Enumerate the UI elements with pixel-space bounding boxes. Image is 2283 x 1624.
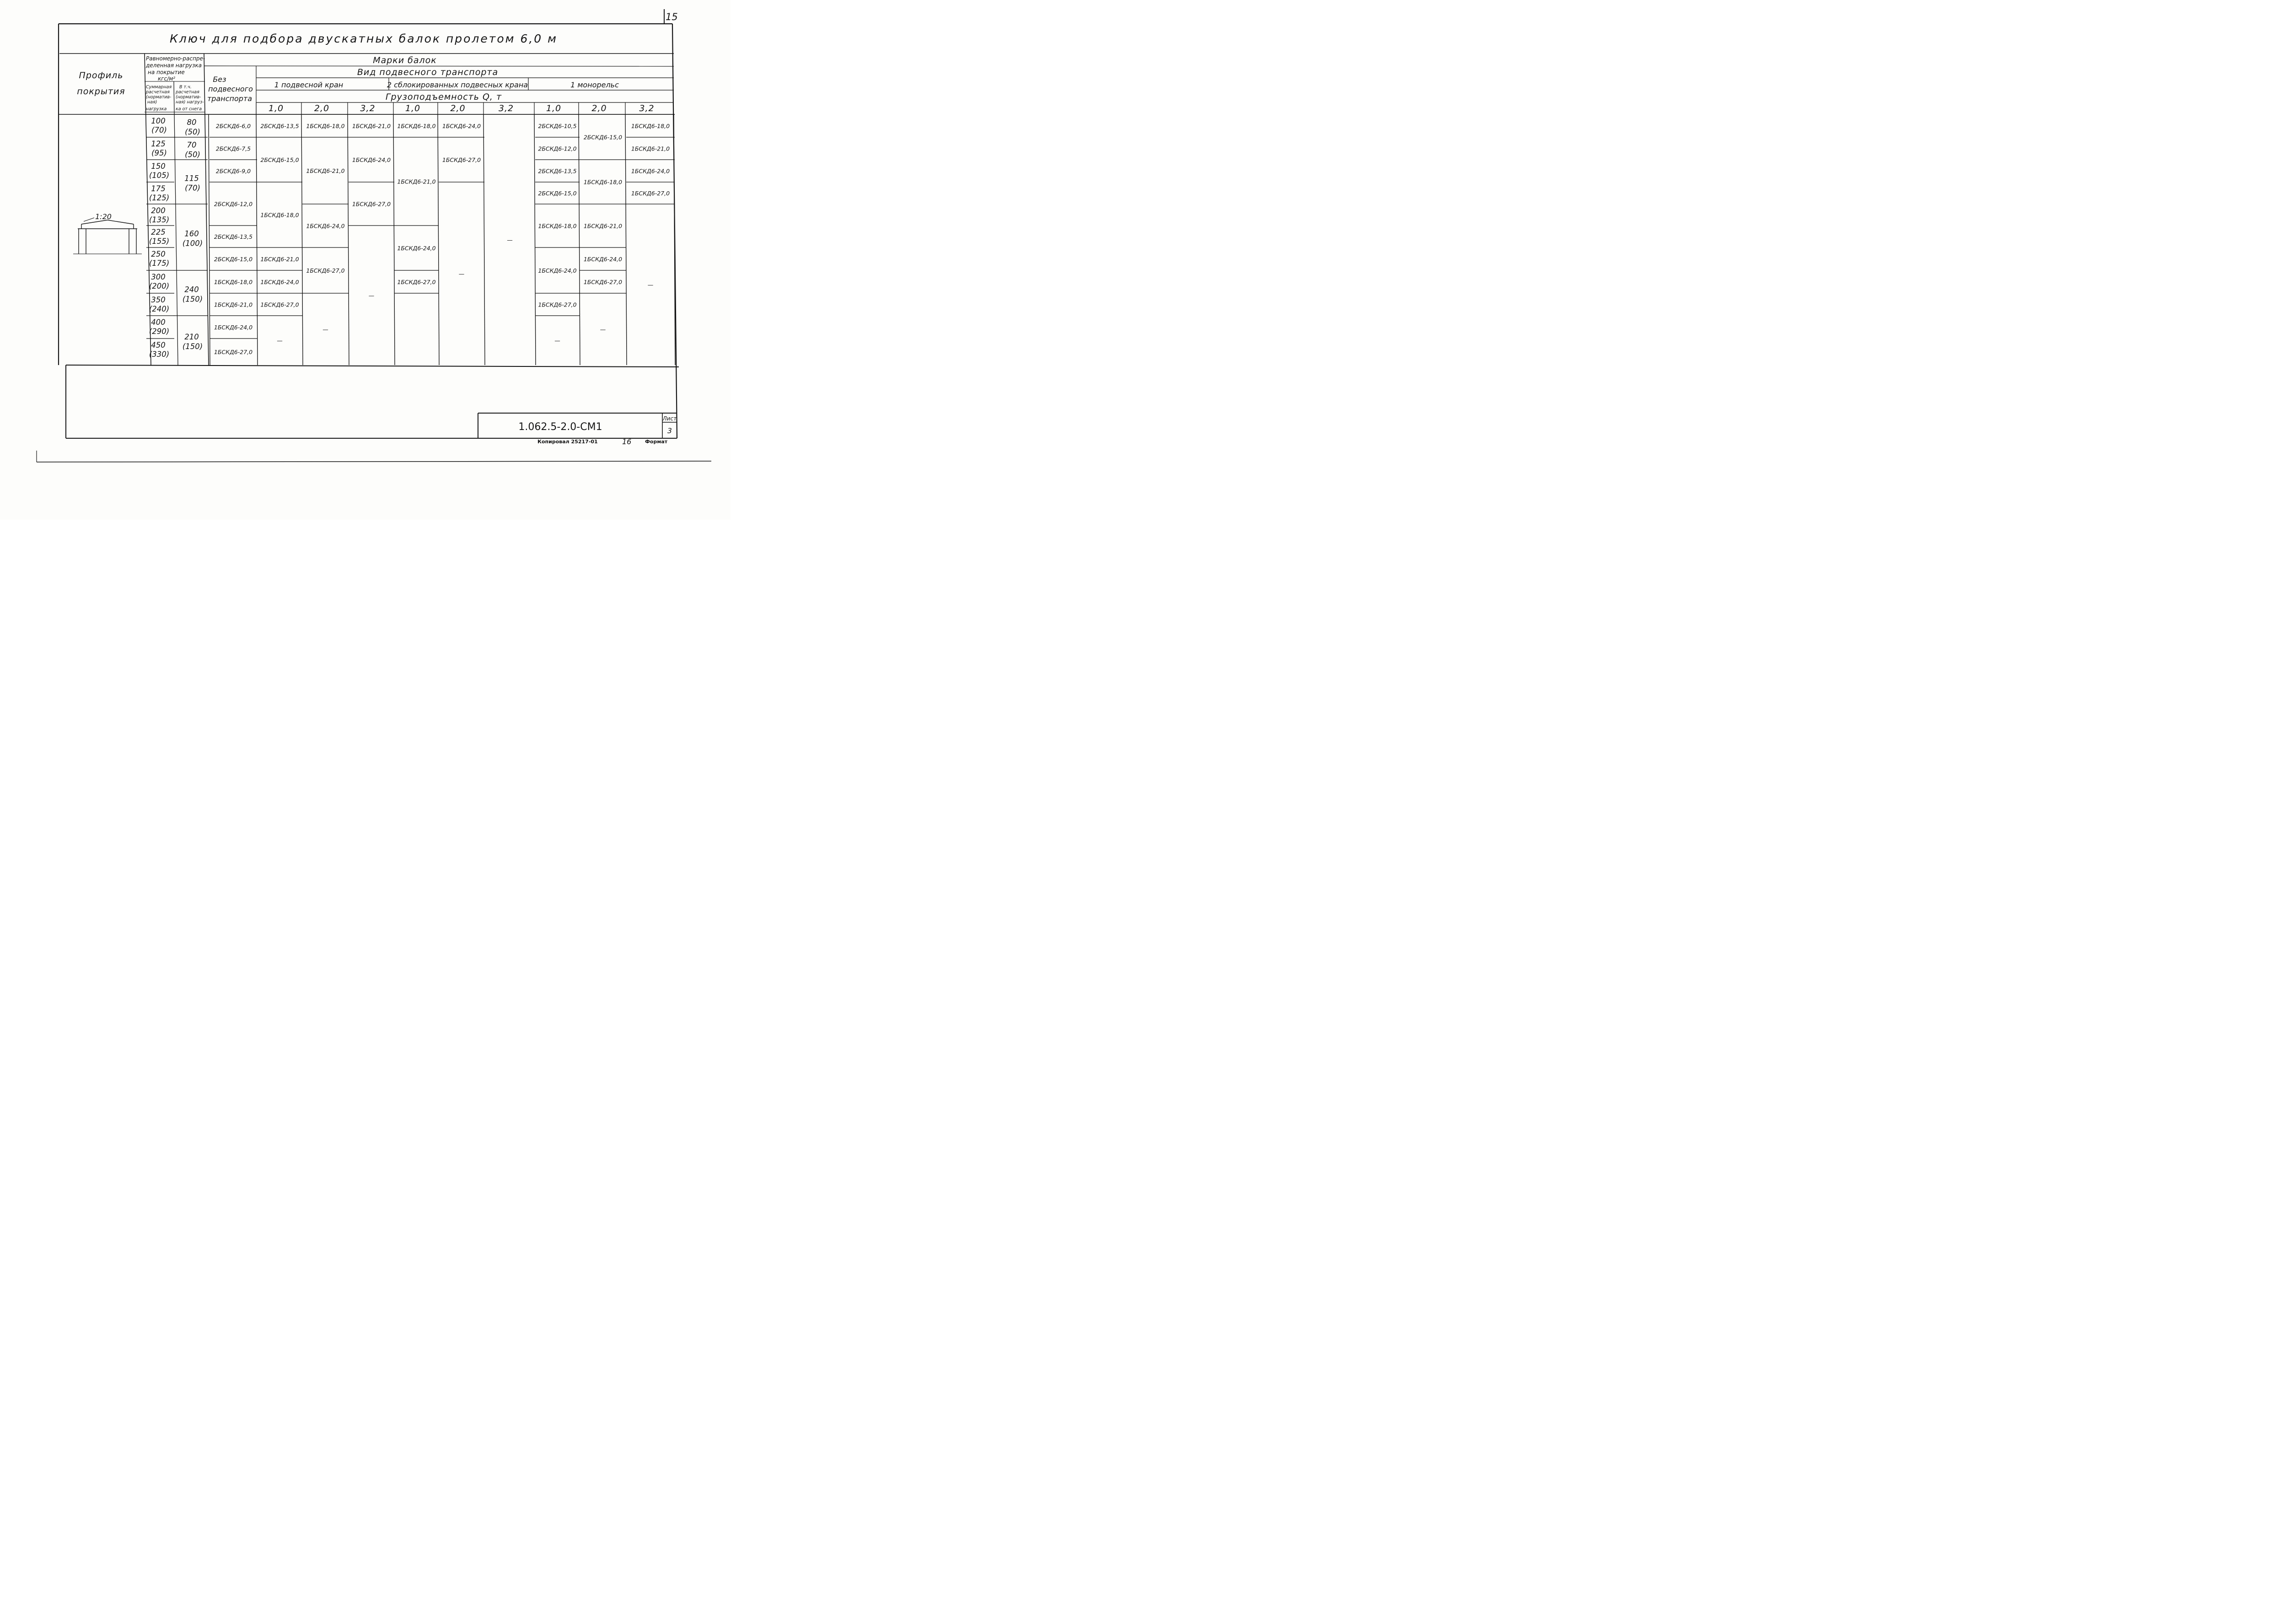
beam-mark-cell: 1БСКД6-24,0 — [631, 167, 670, 175]
total-load-normative: (135) — [149, 215, 170, 224]
beam-mark-cell: 1БСКД6-27,0 — [214, 349, 253, 355]
header-transport-type: Вид подвесного транспорта — [357, 67, 499, 77]
column-line — [534, 114, 536, 365]
header-profile-line2: покрытия — [77, 86, 125, 97]
snow-load-normative: (50) — [185, 128, 200, 136]
total-load-value: 125 — [151, 140, 166, 148]
snow-load-normative: (150) — [182, 342, 203, 351]
beam-mark-cell: 2БСКД6-6,0 — [215, 123, 251, 129]
header-no-transport-line3: транспорта — [207, 94, 252, 103]
column-line — [301, 114, 303, 365]
header-snow-line4: ная) нагруз- — [176, 100, 204, 105]
beam-mark-cell: 1БСКД6-27,0 — [260, 301, 299, 308]
total-load-value: 150 — [151, 162, 166, 171]
total-load-value: 225 — [151, 228, 166, 237]
snow-load-value: 240 — [184, 285, 199, 294]
header-profile-line1: Профиль — [79, 70, 124, 81]
beam-mark-cell: 1БСКД6-24,0 — [352, 156, 391, 163]
document-code: 1.062.5-2.0-СМ1 — [518, 421, 602, 433]
column-line — [256, 114, 258, 365]
total-load-value: 175 — [151, 184, 166, 193]
snow-load-normative: (70) — [185, 183, 200, 193]
beam-mark-cell: 1БСКД6-27,0 — [538, 301, 577, 308]
header-group-2-cranes: 2 сблокированных подвесных крана — [387, 81, 528, 89]
snow-load-normative: (50) — [185, 150, 200, 159]
capacity-header-cell: 2,0 — [450, 103, 466, 113]
total-load-normative: (105) — [149, 171, 170, 180]
header-total-line4: ная) — [147, 100, 157, 105]
beam-mark-cell: 1БСКД6-21,0 — [397, 178, 436, 185]
beam-mark-cell: 1БСКД6-27,0 — [583, 279, 623, 285]
capacity-header-cell: 3,2 — [498, 103, 514, 113]
total-load-normative: (175) — [149, 259, 170, 268]
beam-mark-cell: 2БСКД6-15,0 — [260, 156, 299, 163]
column-line — [438, 114, 439, 365]
beam-mark-cell: 2БСКД6-13,5 — [538, 167, 577, 175]
beam-mark-cell: 1БСКД6-18,0 — [306, 123, 345, 129]
drawing-sheet — [0, 0, 731, 520]
capacity-header-cell: 1,0 — [268, 103, 284, 113]
table-cells — [149, 103, 670, 359]
snow-load-value: 210 — [184, 333, 199, 341]
capacity-header-cell: 1,0 — [405, 103, 421, 113]
footer-format: Формат — [645, 439, 668, 445]
beam-mark-cell: 1БСКД6-24,0 — [538, 267, 577, 274]
beam-mark-cell: 1БСКД6-24,0 — [442, 123, 481, 129]
beam-mark-cell: 1БСКД6-27,0 — [442, 156, 481, 163]
snow-load-normative: (150) — [182, 295, 203, 304]
beam-mark-cell: 1БСКД6-21,0 — [214, 301, 253, 308]
snow-load-value: 80 — [187, 118, 197, 127]
beam-mark-cell: 1БСКД6-18,0 — [631, 123, 670, 129]
beam-mark-cell: 1БСКД6-18,0 — [583, 178, 623, 186]
beam-mark-cell: 1БСКД6-21,0 — [583, 222, 623, 230]
beam-mark-cell: 1БСКД6-24,0 — [214, 324, 253, 331]
beam-mark-cell: 2БСКД6-12,0 — [538, 145, 577, 152]
beam-selection-table — [0, 0, 731, 520]
column-line — [579, 114, 580, 365]
header-no-transport-line1: Без — [213, 75, 226, 84]
beam-mark-cell: 1БСКД6-21,0 — [631, 145, 670, 152]
beam-mark-cell: 1БСКД6-24,0 — [260, 279, 299, 285]
beam-mark-cell: 1БСКД6-18,0 — [214, 279, 253, 285]
beam-mark-cell: — — [277, 337, 283, 344]
beam-mark-cell: 2БСКД6-13,5 — [214, 233, 253, 240]
header-group-1-crane: 1 подвесной кран — [274, 81, 344, 89]
beam-mark-cell: 1БСКД6-18,0 — [538, 222, 577, 230]
header-load — [145, 55, 205, 82]
header-total-line1: Суммарная — [146, 85, 172, 90]
total-load-value: 200 — [151, 206, 166, 215]
header-group-monorail: 1 монорельс — [570, 81, 619, 89]
header-load-line3: на покрытие — [148, 69, 185, 75]
header-no-transport-line2: подвесного — [208, 85, 253, 93]
header-total-line2: расчетная — [146, 90, 170, 95]
beam-mark-cell: 2БСКД6-7,5 — [215, 145, 251, 152]
beam-mark-cell: — — [368, 292, 375, 299]
sheet-label: Лист — [662, 415, 677, 422]
beam-mark-cell: 2БСКД6-15,0 — [538, 190, 577, 197]
header-profile — [77, 70, 125, 97]
footer-number: 16 — [622, 437, 632, 446]
header-load-units: кгс/м² — [158, 75, 176, 82]
beam-mark-cell: — — [458, 270, 465, 277]
total-load-normative: (155) — [149, 237, 170, 246]
capacity-header-cell: 2,0 — [591, 103, 607, 113]
total-load-value: 350 — [151, 296, 166, 304]
column-line — [625, 114, 627, 365]
beam-mark-cell: — — [600, 326, 606, 333]
beam-mark-cell: 1БСКД6-27,0 — [397, 279, 436, 285]
column-line — [209, 114, 210, 365]
header-snow-line1: В т.ч. — [179, 85, 192, 90]
total-load-normative: (330) — [149, 350, 170, 359]
column-line — [393, 114, 395, 365]
beam-mark-cell: 2БСКД6-10,5 — [538, 123, 577, 129]
total-load-normative: (290) — [149, 327, 170, 336]
header-total-line5: нагрузка — [146, 107, 167, 112]
beam-mark-cell: — — [647, 281, 654, 288]
total-load-normative: (95) — [151, 149, 167, 157]
header-capacity: Грузоподъемность Q, т — [385, 92, 502, 102]
header-load-line1: Равномерно-распре- — [146, 55, 205, 62]
header-snow-line3: (норматив- — [176, 95, 201, 100]
beam-mark-cell: 1БСКД6-24,0 — [397, 245, 436, 252]
beam-mark-cell: — — [507, 237, 513, 243]
snow-load-value: 115 — [184, 174, 199, 183]
beam-mark-cell: 1БСКД6-21,0 — [260, 256, 299, 263]
header-snow-load — [175, 85, 204, 112]
total-load-normative: (125) — [149, 194, 170, 202]
total-load-value: 250 — [151, 250, 166, 258]
beam-mark-cell: — — [322, 326, 328, 333]
beam-mark-cell: — — [554, 337, 560, 344]
beam-mark-cell: 2БСКД6-13,5 — [260, 123, 299, 129]
capacity-header-cell: 2,0 — [314, 103, 330, 113]
header-total-load — [145, 85, 172, 112]
beam-mark-cell: 2БСКД6-12,0 — [214, 200, 253, 208]
beam-mark-cell: 1БСКД6-21,0 — [352, 123, 391, 129]
beam-mark-cell: 2БСКД6-15,0 — [214, 256, 253, 263]
total-load-normative: (70) — [151, 126, 167, 134]
total-load-value: 100 — [151, 117, 166, 125]
beam-mark-cell: 1БСКД6-27,0 — [352, 200, 391, 208]
footer-copied: Копировал 25217-01 — [537, 439, 598, 445]
total-load-value: 450 — [151, 341, 166, 350]
snow-load-normative: (100) — [182, 239, 203, 248]
capacity-header-cell: 3,2 — [360, 103, 376, 113]
column-line — [483, 114, 485, 365]
beam-mark-cell: 1БСКД6-27,0 — [631, 190, 670, 197]
total-load-value: 400 — [151, 318, 166, 327]
slope-label: 1:20 — [95, 212, 112, 221]
total-load-normative: (200) — [149, 282, 170, 290]
total-load-value: 300 — [151, 273, 166, 281]
column-line — [348, 114, 349, 365]
capacity-header-cell: 1,0 — [546, 103, 562, 113]
header-total-line3: (норматив- — [146, 95, 172, 100]
beam-mark-cell: 1БСКД6-24,0 — [583, 256, 623, 263]
beam-mark-cell: 1БСКД6-18,0 — [397, 123, 436, 129]
sheet-number: 3 — [667, 426, 672, 435]
header-snow-line5: ка от снега — [176, 107, 202, 112]
page-number: 15 — [666, 11, 678, 22]
page-title: Ключ для подбора двускатных балок пролетом 6,0 м — [169, 32, 558, 45]
beam-mark-cell: 2БСКД6-9,0 — [215, 167, 251, 175]
total-load-normative: (240) — [149, 305, 170, 313]
header-marks: Марки балок — [373, 55, 437, 65]
snow-load-value: 70 — [187, 140, 197, 150]
beam-mark-cell: 1БСКД6-24,0 — [306, 222, 345, 230]
snow-load-value: 160 — [184, 229, 199, 238]
header-load-line2: деленная нагрузка — [146, 62, 202, 69]
beam-mark-cell: 1БСКД6-18,0 — [260, 211, 299, 219]
title-block — [518, 415, 677, 435]
roof-profile-sketch — [73, 212, 142, 254]
beam-mark-cell: 1БСКД6-27,0 — [306, 267, 345, 274]
beam-mark-cell: 2БСКД6-15,0 — [583, 134, 623, 141]
beam-mark-cell: 1БСКД6-21,0 — [306, 167, 345, 174]
header-snow-line2: расчетная — [176, 90, 199, 95]
capacity-header-cell: 3,2 — [639, 103, 655, 113]
header-no-transport — [207, 75, 253, 103]
